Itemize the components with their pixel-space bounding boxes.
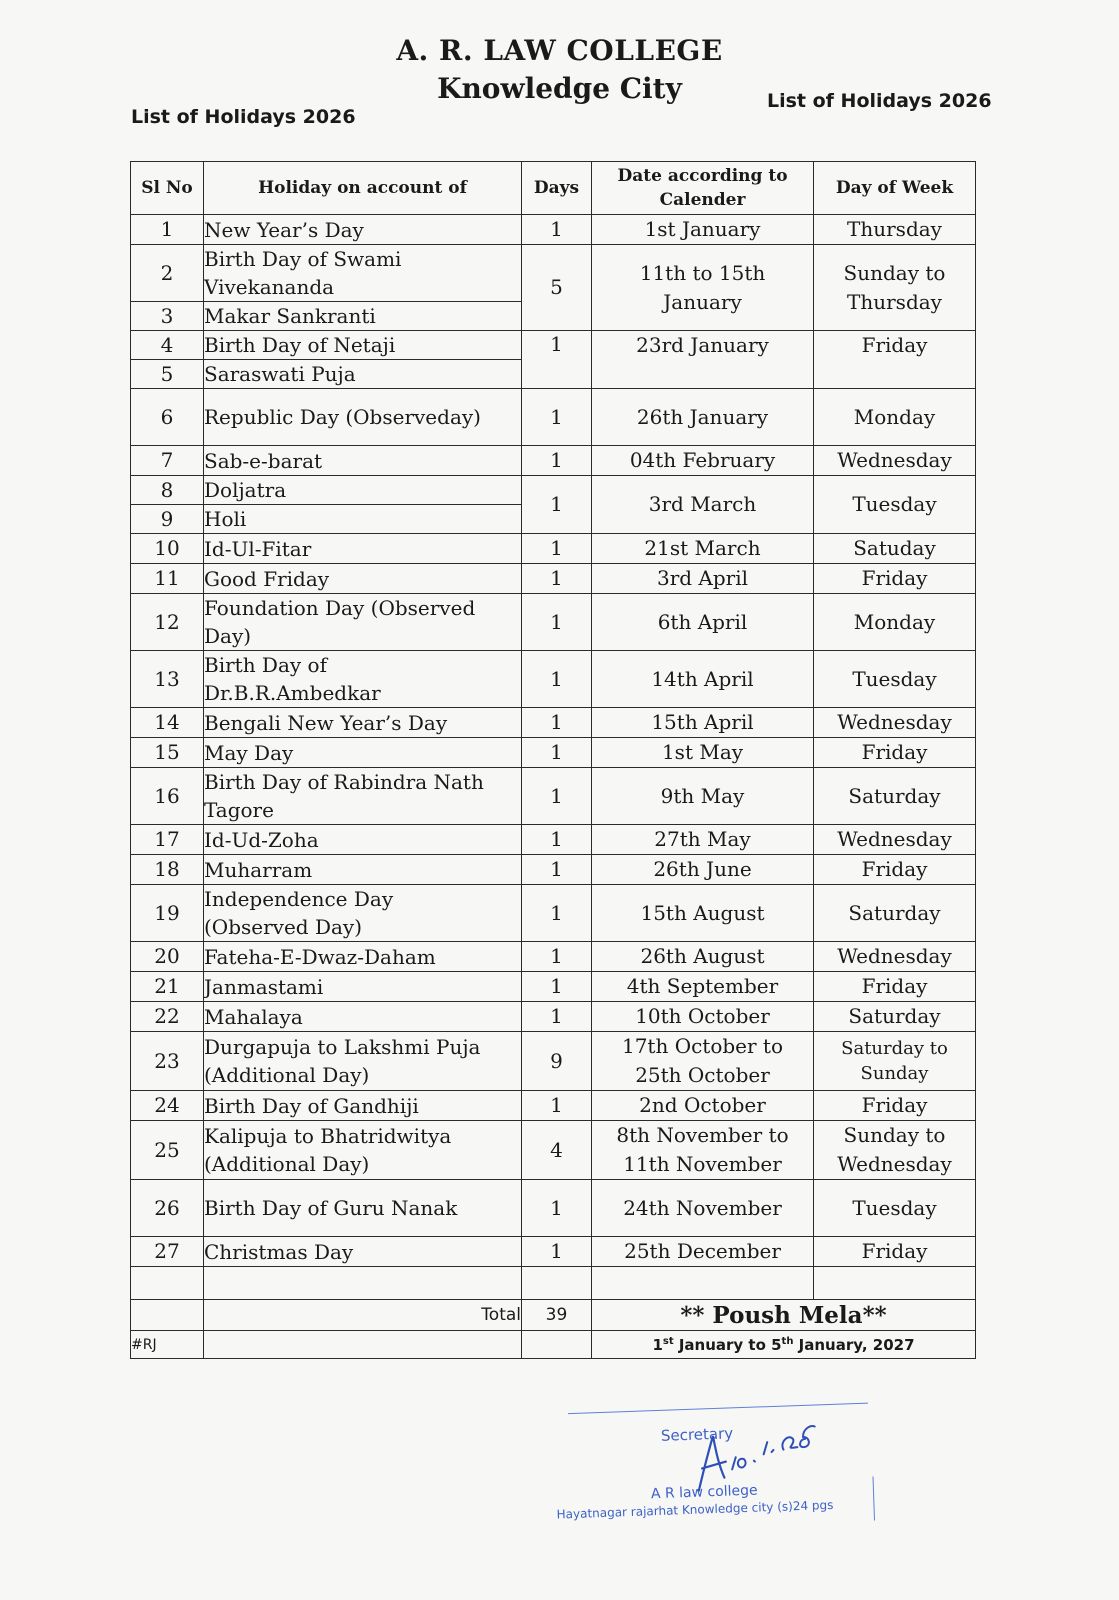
days-cell: 1 [522,855,592,885]
sl-cell: 12 [131,594,204,651]
date-cell: 21st March [592,534,814,564]
table-header-row [131,162,976,215]
date-cell: 15th April [592,708,814,738]
dow-cell: Friday [814,738,976,768]
table-row [131,825,976,855]
header-date-line1: Date according to [617,166,788,186]
dow-cell: Saturday [814,768,976,825]
date-cell: 9th May [592,768,814,825]
table-row [131,942,976,972]
date-cell: 26th August [592,942,814,972]
sl-cell: 11 [131,564,204,594]
days-cell: 4 [522,1121,592,1180]
blank-cell [522,1267,592,1300]
dow-cell: Saturday [814,1002,976,1032]
days-cell: 1 [522,534,592,564]
days-cell: 1 [522,738,592,768]
header-days: Days [522,162,592,215]
holiday-cell [204,768,522,825]
dow-cell [814,245,976,331]
blank-cell [131,1267,204,1300]
holiday-cell: Birth Day of Netaji [204,331,522,360]
holiday-line2: Day) [204,624,252,648]
sl-cell: 3 [131,302,204,331]
date-line2: 25th October [635,1063,770,1087]
table-row [131,534,976,564]
dow-line1: Sunday to [843,260,946,285]
sl-cell: 10 [131,534,204,564]
days-cell: 1 [522,885,592,942]
poush-mela-title: ** Poush Mela** [592,1300,976,1331]
holiday-line1: Durgapuja to Lakshmi Puja [204,1035,481,1059]
table-row [131,855,976,885]
holiday-cell: Birth Day of Gandhiji [204,1091,522,1121]
table-row [131,389,976,446]
dow-cell: Friday [814,855,976,885]
holiday-cell: Makar Sankranti [204,302,522,331]
table-row [131,885,976,942]
date-cell: 1st May [592,738,814,768]
sl-cell: 6 [131,389,204,446]
holiday-cell: Sab-e-barat [204,446,522,476]
holiday-line2: (Observed Day) [204,915,363,939]
date-cell [592,245,814,331]
table-row [131,594,976,651]
table-row [131,1002,976,1032]
date-cell: 2nd October [592,1091,814,1121]
dow-cell: Wednesday [814,708,976,738]
holiday-cell: Id-Ul-Fitar [204,534,522,564]
holiday-line1: Birth Day of [204,653,327,677]
date-line1: 17th October to [621,1034,784,1058]
dow-cell: Friday [814,1091,976,1121]
dow-cell: Friday [814,331,976,389]
dow-cell: Wednesday [814,446,976,476]
date-cell: 15th August [592,885,814,942]
sl-cell: 16 [131,768,204,825]
holiday-cell [204,651,522,708]
dow-cell [814,1121,976,1180]
sl-cell: 27 [131,1237,204,1267]
footer-row [131,1331,976,1359]
date-cell: 27th May [592,825,814,855]
holiday-line1: Independence Day [204,887,394,911]
holiday-line1: Kalipuja to Bhatridwitya [204,1124,452,1148]
days-cell: 1 [522,215,592,245]
days-cell: 1 [522,446,592,476]
holiday-cell [204,245,522,302]
table-row [131,768,976,825]
blank-cell [131,1300,204,1331]
header-holiday: Holiday on account of [204,162,522,215]
sl-cell: 23 [131,1032,204,1091]
days-cell: 1 [522,1180,592,1237]
blank-cell [522,1331,592,1359]
dow-cell: Wednesday [814,942,976,972]
holiday-cell: Fateha-E-Dwaz-Daham [204,942,522,972]
holiday-cell [204,885,522,942]
dow-cell: Monday [814,389,976,446]
dow-cell: Thursday [814,215,976,245]
stamp-title: Secretary [660,1424,734,1445]
date-cell: 04th February [592,446,814,476]
dow-cell: Friday [814,1237,976,1267]
holiday-cell: Id-Ud-Zoha [204,825,522,855]
date-cell: 14th April [592,651,814,708]
date-cell: 26th June [592,855,814,885]
holiday-line1: Birth Day of Swami [204,247,402,271]
sl-cell: 8 [131,476,204,505]
days-cell: 1 [522,594,592,651]
dow-cell: Monday [814,594,976,651]
dow-line1: Saturday to [841,1038,948,1059]
dow-cell: Wednesday [814,825,976,855]
dow-cell: Tuesday [814,1180,976,1237]
sl-cell: 2 [131,245,204,302]
days-cell: 5 [522,245,592,331]
table-row [131,1091,976,1121]
table-row [131,972,976,1002]
date-cell [592,1121,814,1180]
list-title-right: List of Holidays 2026 [767,90,992,112]
holiday-cell [204,1121,522,1180]
poush-day1: 1 [652,1335,663,1354]
page-header [0,0,1119,150]
table-row [131,1180,976,1237]
sl-cell: 14 [131,708,204,738]
sl-cell: 5 [131,360,204,389]
sl-cell: 19 [131,885,204,942]
days-cell: 1 [522,331,592,389]
sl-cell: 26 [131,1180,204,1237]
header-dow: Day of Week [814,162,976,215]
holiday-cell: Holi [204,505,522,534]
holiday-cell: Saraswati Puja [204,360,522,389]
date-cell: 24th November [592,1180,814,1237]
dow-line1: Sunday to [843,1123,946,1147]
days-cell: 9 [522,1032,592,1091]
dow-cell [814,1032,976,1091]
blank-row [131,1267,976,1300]
stamp-college: A R law college [650,1482,758,1503]
date-line1: 8th November to [616,1123,789,1147]
table-row [131,446,976,476]
stamp-address: Hayatnagar rajarhat Knowledge city (s)24 pgs [556,1497,834,1522]
days-cell: 1 [522,564,592,594]
table-row [131,1237,976,1267]
poush-mid: January to 5 [673,1335,782,1354]
footer-code: #RJ [131,1331,204,1359]
days-cell: 1 [522,768,592,825]
days-cell: 1 [522,1002,592,1032]
holiday-cell [204,1032,522,1091]
date-cell: 25th December [592,1237,814,1267]
table-row [131,708,976,738]
total-days: 39 [522,1300,592,1331]
sl-cell: 9 [131,505,204,534]
days-cell: 1 [522,1091,592,1121]
college-location: Knowledge City [437,72,682,105]
date-cell: 6th April [592,594,814,651]
college-name: A. R. LAW COLLEGE [396,34,723,67]
poush-sup2: th [781,1335,794,1347]
dow-cell: Tuesday [814,476,976,534]
table-row [131,1032,976,1091]
sl-cell: 17 [131,825,204,855]
total-label: Total [204,1300,522,1331]
date-cell [592,1032,814,1091]
table-row [131,245,976,302]
holiday-cell: New Year’s Day [204,215,522,245]
holiday-cell: Bengali New Year’s Day [204,708,522,738]
holiday-cell: Christmas Day [204,1237,522,1267]
days-cell: 1 [522,1237,592,1267]
days-cell: 1 [522,651,592,708]
holiday-cell [204,594,522,651]
holiday-cell: Muharram [204,855,522,885]
dow-line2: Thursday [847,289,942,314]
blank-cell [592,1267,814,1300]
stamp-border-right [872,1476,875,1520]
date-cell: 10th October [592,1002,814,1032]
dow-cell: Friday [814,564,976,594]
dow-line2: Wednesday [837,1152,952,1176]
sl-cell: 22 [131,1002,204,1032]
holiday-table [130,161,976,1359]
blank-cell [204,1267,522,1300]
table-row [131,331,976,360]
table-row [131,651,976,708]
total-row [131,1300,976,1331]
holiday-line1: Birth Day of Rabindra Nath [204,770,484,794]
date-cell: 4th September [592,972,814,1002]
poush-end: January, 2027 [793,1335,915,1354]
date-cell: 26th January [592,389,814,446]
sl-cell: 7 [131,446,204,476]
holiday-line2: Tagore [204,798,274,822]
dow-cell: Saturday [814,885,976,942]
days-cell: 1 [522,972,592,1002]
sl-cell: 24 [131,1091,204,1121]
table-row [131,738,976,768]
header-sl: Sl No [131,162,204,215]
holiday-cell: Doljatra [204,476,522,505]
header-date-line2: Calender [659,190,746,210]
holiday-cell: Mahalaya [204,1002,522,1032]
dow-cell: Friday [814,972,976,1002]
date-line1: 11th to 15th [639,260,766,285]
header-date [592,162,814,215]
days-cell: 1 [522,476,592,534]
sl-cell: 13 [131,651,204,708]
date-cell: 3rd March [592,476,814,534]
holiday-cell: Janmastami [204,972,522,1002]
holiday-cell: Birth Day of Guru Nanak [204,1180,522,1237]
holiday-cell: May Day [204,738,522,768]
dow-cell: Satuday [814,534,976,564]
holiday-line2: Dr.B.R.Ambedkar [204,681,381,705]
dow-cell: Tuesday [814,651,976,708]
holiday-line2: (Additional Day) [204,1152,370,1176]
blank-cell [204,1331,522,1359]
date-cell: 3rd April [592,564,814,594]
date-cell: 1st January [592,215,814,245]
sl-cell: 25 [131,1121,204,1180]
holiday-line1: Foundation Day (Observed [204,596,476,620]
sl-cell: 18 [131,855,204,885]
date-cell: 23rd January [592,331,814,389]
sl-cell: 15 [131,738,204,768]
sl-cell: 21 [131,972,204,1002]
poush-mela-dates [592,1331,976,1359]
date-line2: January [663,289,742,314]
holiday-line2: Vivekananda [204,275,335,299]
poush-sup1: st [662,1335,674,1347]
sl-cell: 1 [131,215,204,245]
table-row [131,476,976,505]
holiday-cell: Republic Day (Observeday) [204,389,522,446]
sl-cell: 20 [131,942,204,972]
holiday-cell: Good Friday [204,564,522,594]
dow-line2: Sunday [860,1063,929,1084]
blank-cell [814,1267,976,1300]
secretary-stamp [548,1392,883,1538]
days-cell: 1 [522,825,592,855]
list-title-left: List of Holidays 2026 [131,106,356,128]
holiday-line2: (Additional Day) [204,1063,370,1087]
table-row [131,564,976,594]
days-cell: 1 [522,389,592,446]
sl-cell: 4 [131,331,204,360]
days-cell: 1 [522,708,592,738]
days-cell: 1 [522,942,592,972]
stamp-border-top [568,1403,868,1414]
table-row [131,1121,976,1180]
date-line2: 11th November [623,1152,782,1176]
table-row [131,215,976,245]
